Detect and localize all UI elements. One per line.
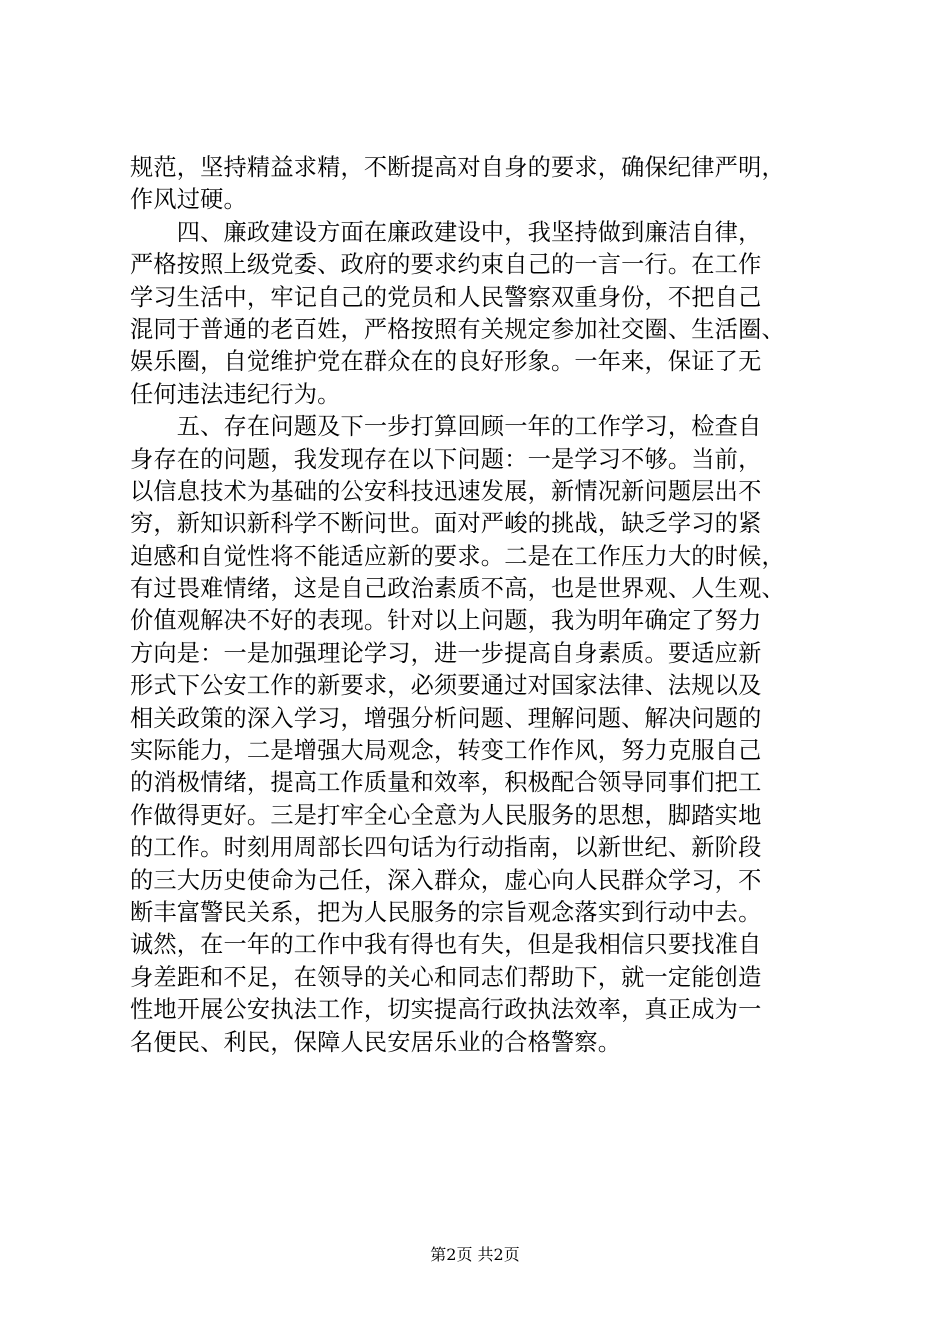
text-line: 的工作。时刻用周部长四句话为行动指南，以新世纪、新阶段 <box>130 834 762 862</box>
text-line: 规范，坚持精益求精，不断提高对自身的要求，确保纪律严明， <box>130 154 785 181</box>
text-line: 方向是：一是加强理论学习，进一步提高自身素质。要适应新 <box>130 639 762 667</box>
text-line: 混同于普通的老百姓，严格按照有关规定参加社交圈、生活圈、 <box>130 315 785 343</box>
text-line: 身存在的问题，我发现存在以下问题：一是学习不够。当前， <box>130 445 762 473</box>
text-line: 严格按照上级党委、政府的要求约束自己的一言一行。在工作 <box>130 251 762 279</box>
text-line: 的三大历史使命为己任，深入群众，虚心向人民群众学习，不 <box>130 866 762 894</box>
body-text <box>130 152 830 1059</box>
text-line: 性地开展公安执法工作，切实提高行政执法效率，真正成为一 <box>130 996 762 1024</box>
text-line: 迫感和自觉性将不能适应新的要求。二是在工作压力大的时候， <box>130 542 785 570</box>
text-line: 名便民、利民，保障人民安居乐业的合格警察。 <box>130 1028 622 1056</box>
text-line: 有过畏难情绪，这是自己政治素质不高，也是世界观、人生观、 <box>130 575 785 603</box>
text-line: 以信息技术为基础的公安科技迅速发展，新情况新问题层出不 <box>130 477 762 505</box>
page-number-footer: 第2页 共2页 <box>430 1245 520 1264</box>
text-line: 相关政策的深入学习，增强分析问题、理解问题、解决问题的 <box>130 704 762 732</box>
text-line: 学习生活中，牢记自己的党员和人民警察双重身份，不把自己 <box>130 283 762 311</box>
text-line: 实际能力，二是增强大局观念，转变工作作风，努力克服自己 <box>130 737 762 765</box>
text-line: 四、廉政建设方面在廉政建设中，我坚持做到廉洁自律， <box>130 218 762 246</box>
text-line: 价值观解决不好的表现。针对以上问题，我为明年确定了努力 <box>130 607 762 635</box>
text-line: 穷，新知识新科学不断问世。面对严峻的挑战，缺乏学习的紧 <box>130 510 762 538</box>
text-line: 断丰富警民关系，把为人民服务的宗旨观念落实到行动中去。 <box>130 898 762 926</box>
text-line: 诚然，在一年的工作中我有得也有失，但是我相信只要找准自 <box>130 931 762 959</box>
text-line: 作风过硬。 <box>130 186 247 214</box>
text-line: 五、存在问题及下一步打算回顾一年的工作学习，检查自 <box>130 413 762 441</box>
text-line: 身差距和不足，在领导的关心和同志们帮助下，就一定能创造 <box>130 963 762 991</box>
text-line: 作做得更好。三是打牢全心全意为人民服务的思想，脚踏实地 <box>130 801 762 829</box>
text-line: 的消极情绪，提高工作质量和效率，积极配合领导同事们把工 <box>130 769 762 797</box>
text-line: 任何违法违纪行为。 <box>130 380 341 408</box>
text-line: 形式下公安工作的新要求，必须要通过对国家法律、法规以及 <box>130 672 762 700</box>
text-line: 娱乐圈，自觉维护党在群众在的良好形象。一年来，保证了无 <box>130 348 762 376</box>
